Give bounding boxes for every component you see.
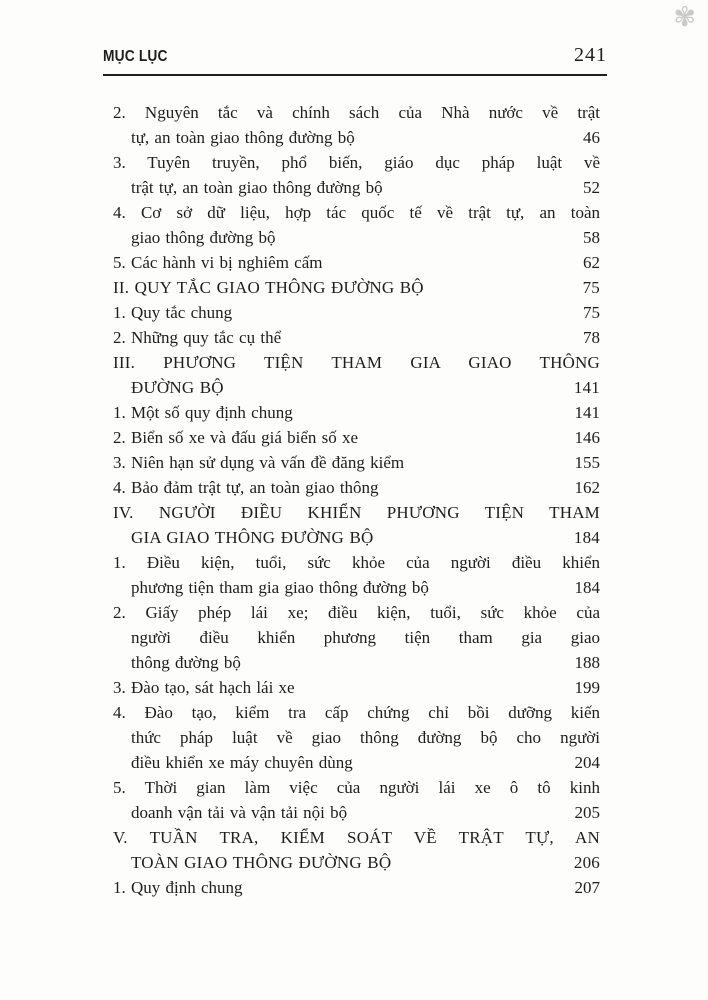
toc-entry-line: 5. Các hành vi bị nghiêm cấm <box>113 253 323 272</box>
toc-entry-page-number: 141 <box>573 378 600 397</box>
toc-entry-line: V. TUẦN TRA, KIỂM SOÁT VỀ TRẬT TỰ, AN <box>113 828 600 847</box>
toc-entry-line: người điều khiển phương tiện tham gia giao <box>131 628 600 647</box>
toc-entry-number: 2. <box>113 328 126 347</box>
running-header-title: MỤC LỤC <box>103 48 168 65</box>
toc-entry-number: IV. <box>113 503 134 522</box>
toc-entry-page-number: 78 <box>583 328 600 347</box>
toc-entry-page-number: 188 <box>574 653 600 672</box>
toc-entry-line: 2. Những quy tắc cụ thể <box>113 328 282 347</box>
toc-entry-line: 3. Niên hạn sử dụng và vấn đề đăng kiểm <box>113 453 405 472</box>
toc-entry-number: 1. <box>113 878 126 897</box>
toc-entry <box>113 600 600 675</box>
toc-entry <box>113 100 600 150</box>
toc-entry-line: 4. Bảo đảm trật tự, an toàn giao thông <box>113 478 379 497</box>
toc-entry-number: 3. <box>113 153 126 172</box>
toc-entry-line: 4. Đào tạo, kiểm tra cấp chứng chỉ bồi dưỡng kiến <box>113 703 600 722</box>
toc-entry-page-number: 162 <box>574 478 600 497</box>
toc-entry <box>113 425 600 450</box>
toc-entry-number: III. <box>113 353 136 372</box>
toc-entry-line: 2. Giấy phép lái xe; điều kiện, tuổi, sức khỏe của <box>113 603 600 622</box>
toc-entry-line: 5. Thời gian làm việc của người lái xe ô tô kinh <box>113 778 600 797</box>
toc-entry-number: 2. <box>113 103 126 122</box>
toc-entry <box>113 700 600 775</box>
page-header <box>103 44 607 76</box>
toc-entry-line: điều khiển xe máy chuyên dùng <box>131 753 353 772</box>
toc-entry-line: thức pháp luật về giao thông đường bộ cho người <box>131 728 600 747</box>
toc-entry-page-number: 75 <box>582 278 600 297</box>
toc-entry-page-number: 205 <box>574 803 600 822</box>
toc-entry <box>113 325 600 350</box>
toc-entry-number: 3. <box>113 453 126 472</box>
toc-entry <box>113 450 600 475</box>
toc-entry-page-number: 75 <box>583 303 600 322</box>
toc-entry-line: ĐƯỜNG BỘ <box>131 378 224 397</box>
toc-entry-number: 4. <box>113 478 126 497</box>
toc-entry-page-number: 207 <box>574 878 600 897</box>
toc-entry-page-number: 46 <box>583 128 600 147</box>
toc-entry-line: 1. Quy định chung <box>113 878 243 897</box>
toc-entry <box>113 300 600 325</box>
toc-entry-line: tự, an toàn giao thông đường bộ <box>131 128 355 147</box>
toc-entry <box>113 475 600 500</box>
toc-entry-line: II. QUY TẮC GIAO THÔNG ĐƯỜNG BỘ <box>113 278 424 297</box>
toc-entry <box>113 400 600 425</box>
toc-entry-page-number: 206 <box>573 853 600 872</box>
toc-entry-line: thông đường bộ <box>131 653 241 672</box>
toc-entry <box>113 150 600 200</box>
toc-entry-page-number: 184 <box>574 578 600 597</box>
toc-entry <box>113 200 600 250</box>
toc-entry-page-number: 146 <box>574 428 600 447</box>
toc-entry-page-number: 204 <box>574 753 600 772</box>
toc-entry-line: 2. Biển số xe và đấu giá biển số xe <box>113 428 359 447</box>
toc-entry-line: 1. Quy tắc chung <box>113 303 233 322</box>
toc-entry-page-number: 184 <box>573 528 600 547</box>
toc-entry-line: 3. Đào tạo, sát hạch lái xe <box>113 678 295 697</box>
toc-entry-number: 4. <box>113 703 126 722</box>
table-of-contents <box>113 100 600 900</box>
toc-entry-number: 4. <box>113 203 126 222</box>
toc-entry-line: 3. Tuyên truyền, phổ biến, giáo dục pháp luật về <box>113 153 600 172</box>
toc-entry-number: 1. <box>113 553 126 572</box>
toc-entry <box>113 675 600 700</box>
toc-entry-line: trật tự, an toàn giao thông đường bộ <box>131 178 383 197</box>
running-header-page-number: 241 <box>574 44 607 66</box>
toc-entry <box>113 500 600 550</box>
toc-entry-number: II. <box>113 278 130 297</box>
toc-entry-line: IV. NGƯỜI ĐIỀU KHIỂN PHƯƠNG TIỆN THAM <box>113 503 600 522</box>
toc-entry <box>113 350 600 400</box>
toc-entry-line: 1. Điều kiện, tuổi, sức khỏe của người điều khiển <box>113 553 600 572</box>
toc-entry-page-number: 141 <box>574 403 600 422</box>
toc-entry-number: 2. <box>113 428 126 447</box>
toc-entry <box>113 275 600 300</box>
toc-entry <box>113 250 600 275</box>
toc-entry-page-number: 199 <box>574 678 600 697</box>
toc-entry-page-number: 58 <box>583 228 600 247</box>
toc-entry-page-number: 52 <box>583 178 600 197</box>
toc-entry-line: III. PHƯƠNG TIỆN THAM GIA GIAO THÔNG <box>113 353 600 372</box>
toc-entry <box>113 775 600 825</box>
toc-entry <box>113 875 600 900</box>
toc-entry-number: 5. <box>113 253 126 272</box>
toc-entry-line: GIA GIAO THÔNG ĐƯỜNG BỘ <box>131 528 374 547</box>
toc-entry-line: 1. Một số quy định chung <box>113 403 293 422</box>
toc-entry <box>113 550 600 600</box>
toc-entry-page-number: 155 <box>574 453 600 472</box>
toc-entry-line: 2. Nguyên tắc và chính sách của Nhà nước về trật <box>113 103 600 122</box>
toc-entry-page-number: 62 <box>583 253 600 272</box>
toc-entry-number: 2. <box>113 603 126 622</box>
toc-entry-number: 1. <box>113 403 126 422</box>
toc-entry-number: V. <box>113 828 128 847</box>
toc-entry <box>113 825 600 875</box>
toc-entry-line: TOÀN GIAO THÔNG ĐƯỜNG BỘ <box>131 853 392 872</box>
toc-entry-number: 3. <box>113 678 126 697</box>
toc-entry-number: 1. <box>113 303 126 322</box>
toc-entry-line: 4. Cơ sở dữ liệu, hợp tác quốc tế về trật tự, an toàn <box>113 203 600 222</box>
toc-entry-line: giao thông đường bộ <box>131 228 276 247</box>
toc-entry-number: 5. <box>113 778 126 797</box>
toc-entry-line: phương tiện tham gia giao thông đường bộ <box>131 578 429 597</box>
flower-ornament-icon: ✾ <box>673 2 696 33</box>
toc-entry-line: doanh vận tải và vận tải nội bộ <box>131 803 348 822</box>
